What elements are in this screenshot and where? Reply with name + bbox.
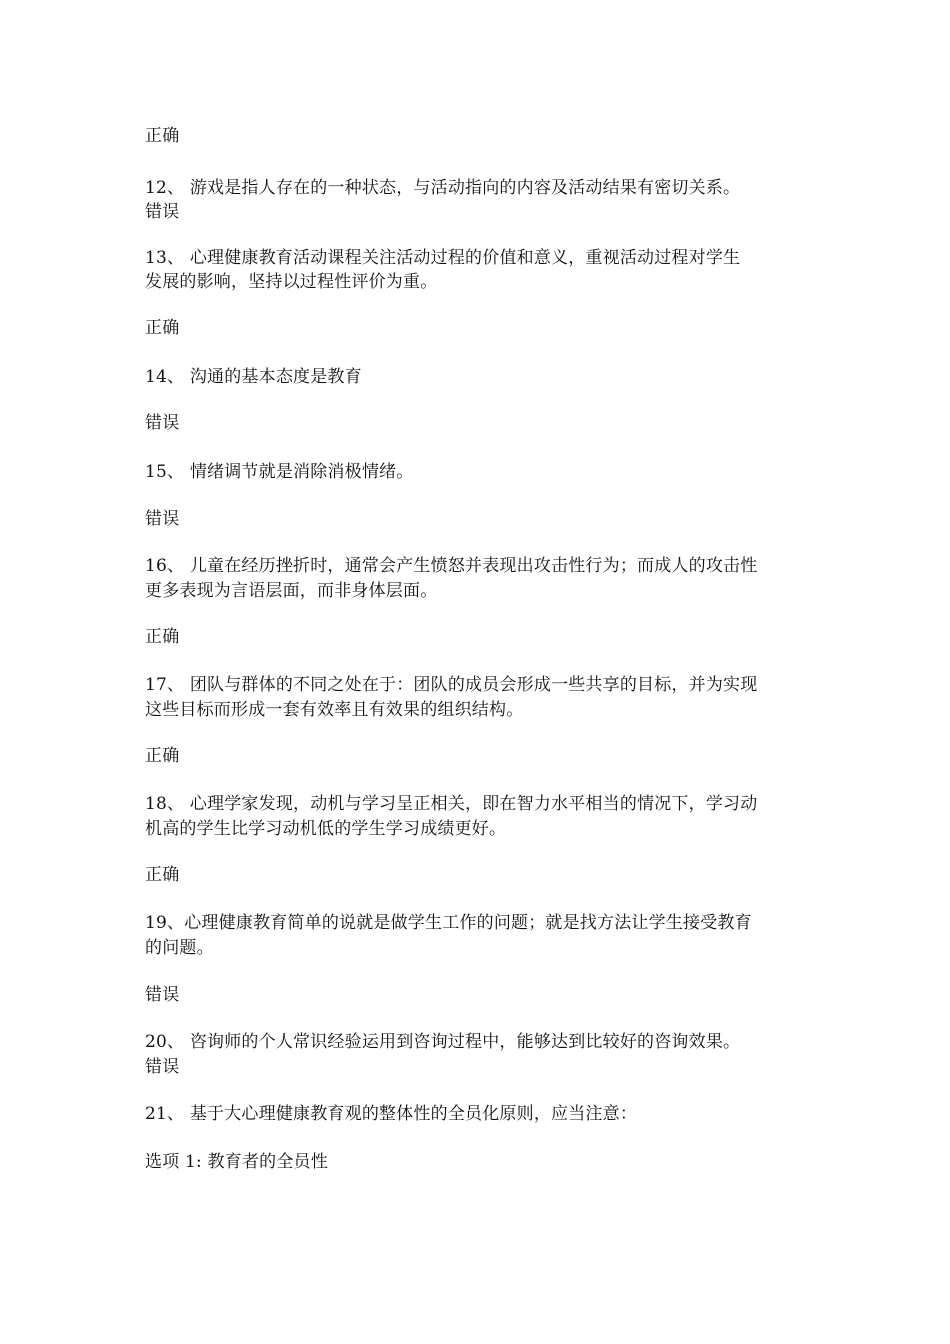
answer-text: 错误 (145, 202, 180, 222)
question-18-text: 18、 心理学家发现，动机与学习呈正相关，即在智力水平相当的情况下，学习动 (145, 794, 758, 814)
answer-text: 错误 (145, 413, 180, 433)
question-16-text: 16、 儿童在经历挫折时，通常会产生愤怒并表现出攻击性行为；而成人的攻击性 (145, 556, 758, 576)
question-20-text: 20、 咨询师的个人常识经验运用到咨询过程中，能够达到比较好的咨询效果。 (145, 1032, 741, 1052)
question-19-text-continued: 的问题。 (145, 938, 214, 958)
question-18-text-continued: 机高的学生比学习动机低的学生学习成绩更好。 (145, 819, 507, 839)
question-19-text: 19、心理健康教育简单的说就是做学生工作的问题；就是找方法让学生接受教育 (145, 913, 752, 933)
answer-text: 正确 (145, 318, 180, 338)
answer-text: 正确 (145, 746, 180, 766)
answer-text: 错误 (145, 509, 180, 529)
answer-text: 正确 (145, 126, 180, 146)
answer-text: 正确 (145, 627, 180, 647)
question-14-text: 14、 沟通的基本态度是教育 (145, 367, 362, 387)
question-13-text-continued: 发展的影响，坚持以过程性评价为重。 (145, 272, 438, 292)
answer-text: 错误 (145, 1057, 180, 1077)
question-15-text: 15、 情绪调节就是消除消极情绪。 (145, 462, 414, 482)
question-17-text-continued: 这些目标而形成一套有效率且有效果的组织结构。 (145, 700, 524, 720)
question-13-text: 13、 心理健康教育活动课程关注活动过程的价值和意义，重视活动过程对学生 (145, 248, 741, 268)
question-12-text: 12、 游戏是指人存在的一种状态，与活动指向的内容及活动结果有密切关系。 (145, 178, 741, 198)
answer-text: 错误 (145, 985, 180, 1005)
question-17-text: 17、 团队与群体的不同之处在于：团队的成员会形成一些共享的目标，并为实现 (145, 675, 758, 695)
question-21-text: 21、 基于大心理健康教育观的整体性的全员化原则，应当注意： (145, 1104, 638, 1124)
option-text: 选项 1: 教育者的全员性 (145, 1152, 328, 1172)
answer-text: 正确 (145, 865, 180, 885)
question-16-text-continued: 更多表现为言语层面，而非身体层面。 (145, 581, 438, 601)
